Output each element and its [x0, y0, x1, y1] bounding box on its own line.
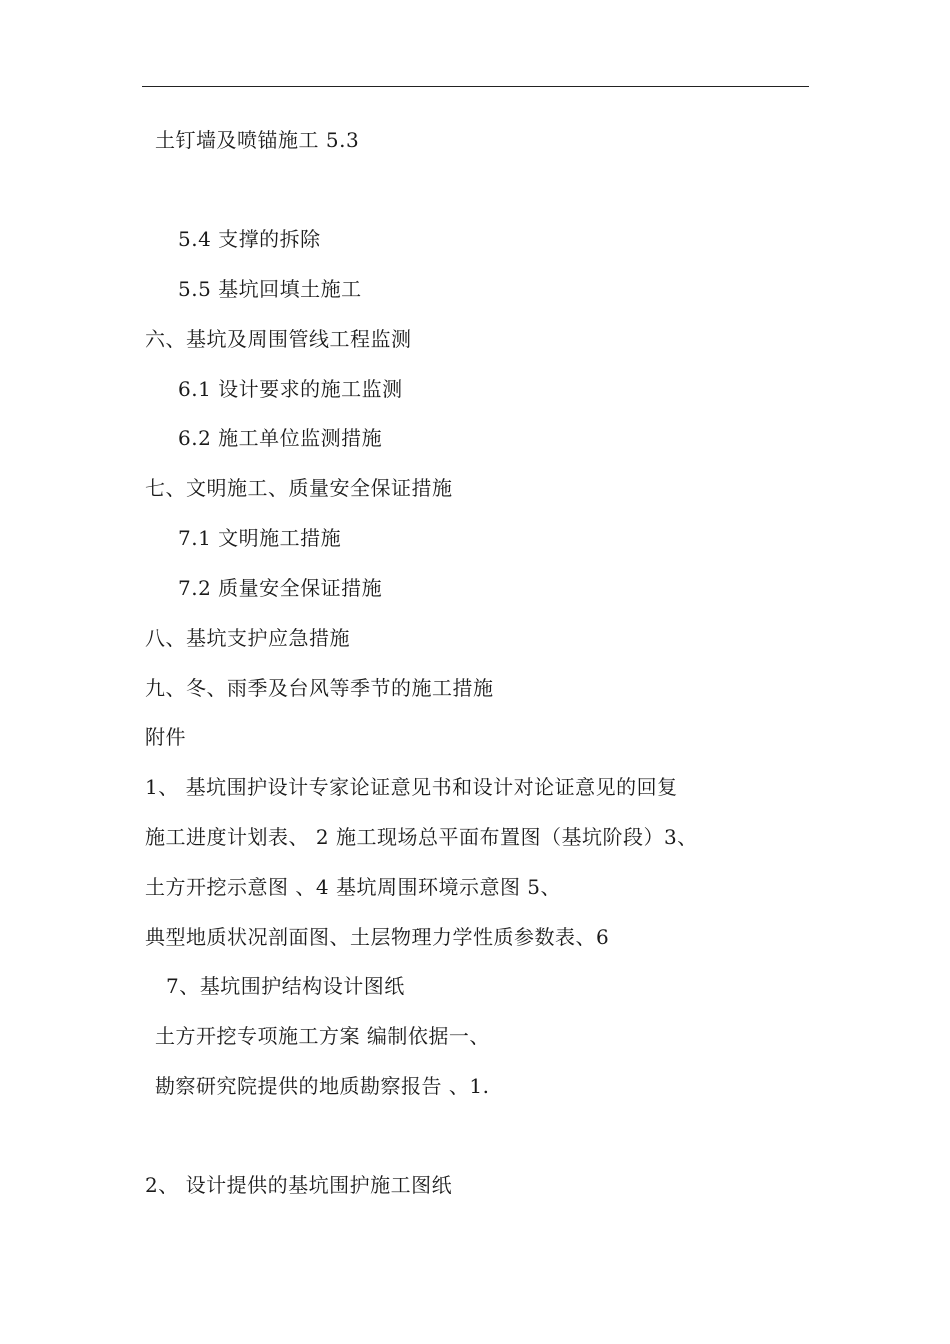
toc-line-section-6: 六、基坑及周围管线工程监测 — [145, 327, 412, 351]
appendix-line-2: 施工进度计划表、 2 施工现场总平面布置图（基坑阶段）3、 — [145, 825, 698, 849]
basis-line-2: 2、 设计提供的基坑围护施工图纸 — [145, 1173, 453, 1197]
toc-line-appendix: 附件 — [145, 725, 186, 749]
appendix-line-5: 7、基坑围护结构设计图纸 — [166, 974, 405, 998]
toc-line-section-7: 七、文明施工、质量安全保证措施 — [145, 476, 453, 500]
header-rule — [142, 86, 809, 87]
toc-line-section-8: 八、基坑支护应急措施 — [145, 626, 350, 650]
appendix-line-1: 1、 基坑围护设计专家论证意见书和设计对论证意见的回复 — [145, 775, 678, 799]
toc-line-section-9: 九、冬、雨季及台风等季节的施工措施 — [145, 676, 494, 700]
plan-heading-line: 土方开挖专项施工方案 编制依据一、 — [155, 1024, 490, 1048]
toc-line-6-2: 6.2 施工单位监测措施 — [178, 426, 383, 450]
appendix-line-4: 典型地质状况剖面图、土层物理力学性质参数表、6 — [145, 925, 610, 949]
toc-line-6-1: 6.1 设计要求的施工监测 — [178, 377, 403, 401]
toc-line-5-5: 5.5 基坑回填土施工 — [178, 277, 362, 301]
toc-line-5-4: 5.4 支撑的拆除 — [178, 227, 321, 251]
toc-line-7-1: 7.1 文明施工措施 — [178, 526, 342, 550]
appendix-line-3: 土方开挖示意图 、4 基坑周围环境示意图 5、 — [145, 875, 562, 899]
toc-line-7-2: 7.2 质量安全保证措施 — [178, 576, 383, 600]
basis-line-1: 勘察研究院提供的地质勘察报告 、1. — [155, 1074, 490, 1098]
toc-line-5-3: 土钉墙及喷锚施工 5.3 — [155, 128, 360, 152]
